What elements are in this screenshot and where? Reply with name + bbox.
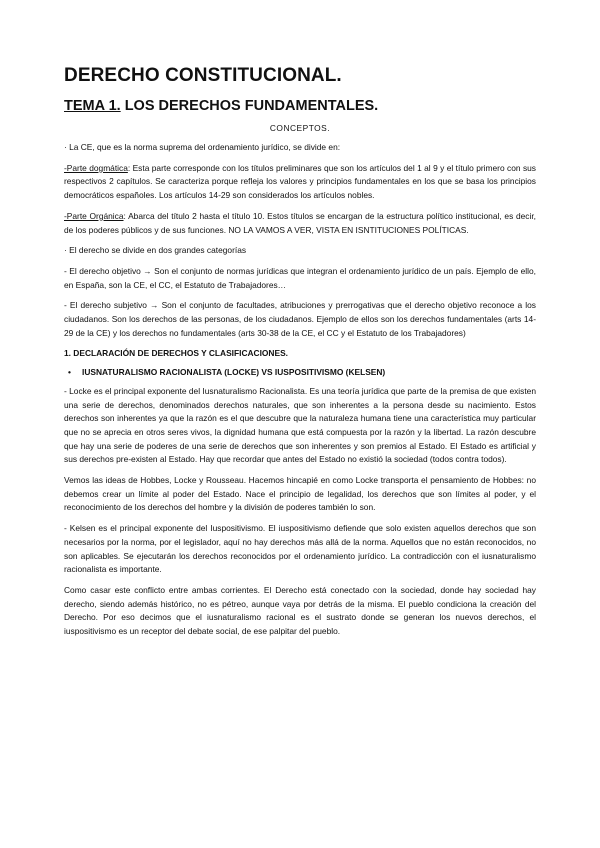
document-title: DERECHO CONSTITUCIONAL. [64, 65, 342, 86]
bullet-list-item [64, 366, 536, 380]
parte-organica-label: -Parte Orgánica [64, 210, 124, 221]
paragraph-derecho-objetivo: - El derecho objetivo → Son el conjunto de normas jurídicas que integran el ordenamiento jurídico de un país. Ejemplo de ello, en España, son la CE, el CC, el Estatuto de Trabajadores… [64, 265, 536, 290]
paragraph-parte-organica [64, 210, 536, 237]
topic-name: LOS DERECHOS FUNDAMENTALES. [120, 98, 379, 114]
concepts-heading: CONCEPTOS. [269, 123, 331, 133]
paragraph-parte-dogmatica [64, 162, 536, 203]
bullet-icon: • [68, 367, 71, 378]
paragraph-locke: - Locke es el principal exponente del Iusnaturalismo Racionalista. Es una teoría jurídica que parte de la premisa de que existen una serie de derechos, denominados derechos naturales, que son inherentes a la persona desde su nacimiento. Estos derechos son inherentes ya que la razón es el que descubre que la naturaleza humana tiene una característica muy particular que no se aprecia en otros seres vivos, la dignidad humana que está compuesta por la razón y la libertad. La razón descubre que hay una serie de poderes de una serie de derechos que son inherentes y son premios al Estado. El Estado es artificial y sus derechos pre-existen al Estado. Hay que recordar que antes del Estado no existió la sociedad (todos contra todos). [64, 385, 536, 465]
section-heading: 1. DECLARACIÓN DE DERECHOS Y CLASIFICACIONES. [64, 348, 288, 359]
document-body [64, 64, 536, 639]
paragraph-hobbes: Vemos las ideas de Hobbes, Locke y Rousseau. Hacemos hincapié en como Locke transporta el pensamiento de Hobbes: no debemos crear un límite al poder del Estado. Nace el principio de legalidad, los derechos que son límites al poder, y el reconocimiento de los derechos del hombre y la división de poderes también lo son. [64, 475, 536, 513]
paragraph-derecho-divide: · El derecho se divide en dos grandes categorías [64, 245, 247, 256]
topic-number: TEMA 1. [64, 98, 121, 114]
paragraph-ce-intro: · La CE, que es la norma suprema del ordenamiento jurídico, se divide en: [64, 142, 341, 152]
topic-title [64, 96, 536, 116]
paragraph-kelsen: - Kelsen es el principal exponente del Iuspositivismo. El iuspositivismo defiende que solo existen aquellos derechos que son necesarios por la norma, por el legislador, aquí no hay derechos más allá de la norma. Aquellos que no están reconocidos, no son aplicables. Se ejecutarán los derechos reconocidos por el ordenamiento jurídico. La contradicción con el iusnaturalismo racionalista es importante. [64, 523, 536, 575]
paragraph-derecho-subjetivo: - El derecho subjetivo → Son el conjunto de facultades, atribuciones y prerrogativas que el derecho objetivo reconoce a los ciudadanos. Son los derechos de las personas, de los ciudadanos. Ejemplo de ellos son los derechos fundamentales (arts 14-29 de la CE) y los derechos no fundamentales (arts 30-38 de la CE, el CC y el Estatuto de los Trabajadores) [64, 300, 536, 338]
paragraph-conflicto: Como casar este conflicto entre ambas corrientes. El Derecho está conectado con la sociedad, donde hay sociedad hay derecho, siendo además histórico, no es pétreo, aunque vaya por detrás de la misma. El pueblo condiciona la creación del Derecho. Por eso decimos que el iusnaturalismo racional es el sustrato donde se generan los nuevos derechos, el iuspositivismo es un receptor del debate social, de ese palpitar del pueblo. [64, 584, 536, 637]
bullet-item-text: IUSNATURALISMO RACIONALISTA (LOCKE) VS IUSPOSITIVISMO (KELSEN) [82, 367, 386, 378]
parte-dogmatica-text: : Esta parte corresponde con los títulos preliminares que son los artículos del 1 al 9 y el título primero con sus respectivos 2 capítulos. Se caracteriza porque refleja los valores y principios fundamentales en los que se basa los principios democráticos españoles. Los artículos 14-29 son considerados los artículos nobles. [64, 162, 536, 201]
parte-dogmatica-label: -Parte dogmática [64, 162, 128, 173]
parte-organica-text: : Abarca del título 2 hasta el título 10. Estos títulos se encargan de la estructura político institucional, es decir, de los poderes públicos y de sus funciones. NO LA VAMOS A VER, VISTA EN ISNTITUCIONES POLÍTICAS. [64, 210, 536, 235]
